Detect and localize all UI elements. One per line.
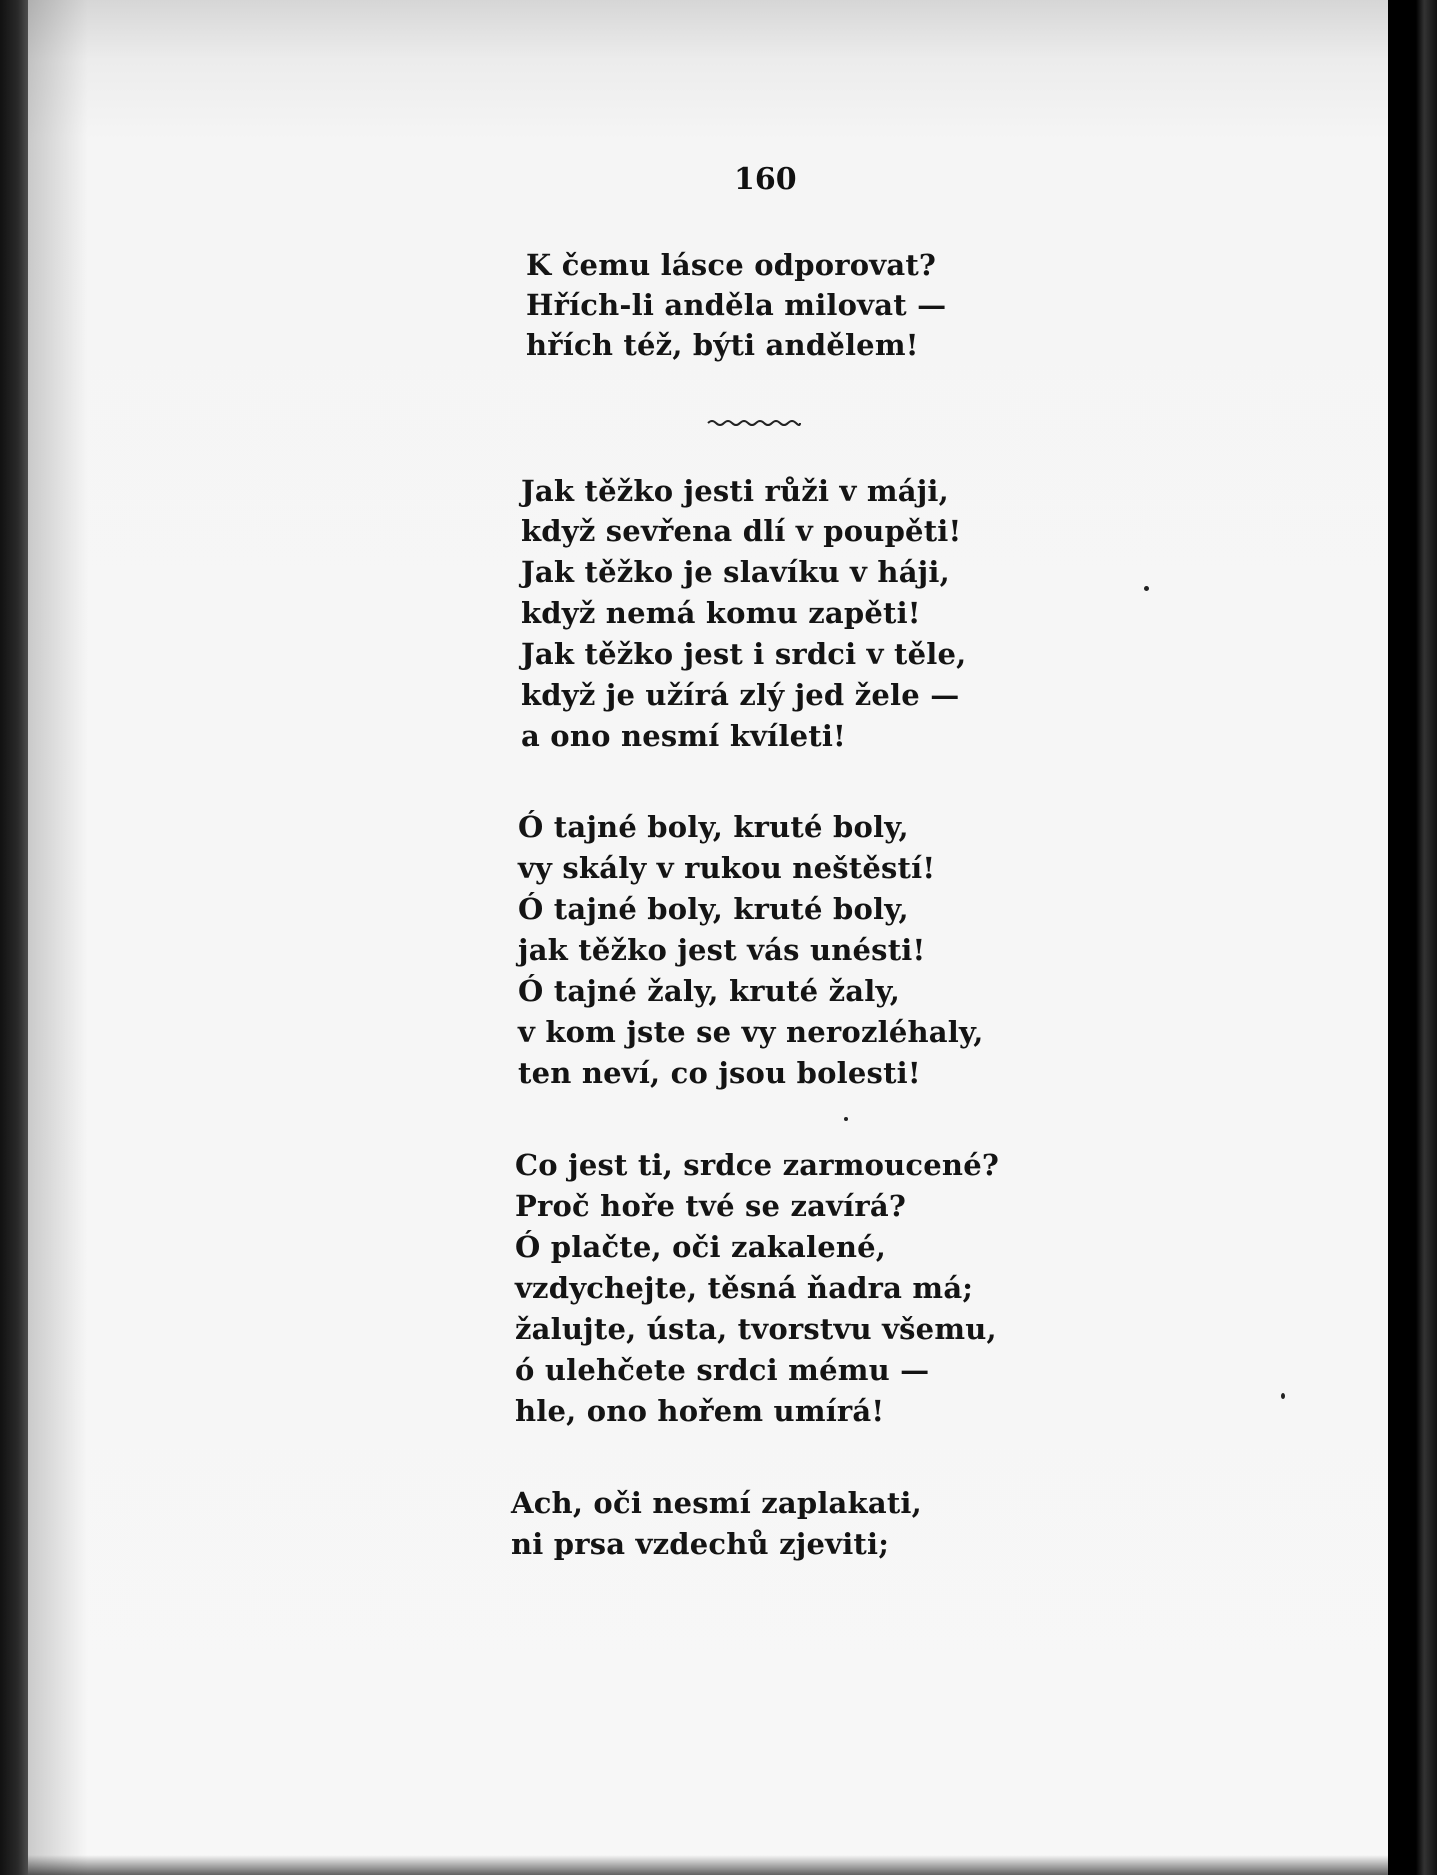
poem-line: Hřích-li anděla milovat — [526, 288, 947, 322]
book-gutter-left [0, 0, 30, 1875]
scan-speck [1144, 586, 1149, 591]
page-shadow [28, 0, 88, 1875]
poem-line: jak těžko jest vás unésti! [518, 933, 926, 967]
poem-line: Proč hoře tvé se zavírá? [515, 1189, 907, 1223]
book-edge-right-texture [1416, 0, 1437, 1875]
poem-line: ni prsa vzdechů zjeviti; [511, 1527, 890, 1561]
poem-line: ó ulehčete srdci mému — [515, 1353, 930, 1387]
scan-speck [1281, 1393, 1285, 1399]
poem-line: Co jest ti, srdce zarmoucené? [515, 1148, 1000, 1182]
poem-line: Ó tajné boly, kruté boly, [518, 892, 909, 926]
poem-line: Ó tajné boly, kruté boly, [518, 810, 909, 844]
page-bottom-shadow [28, 1855, 1390, 1875]
poem-line: Ach, oči nesmí zaplakati, [511, 1486, 922, 1520]
poem-line: hřích též, býti andělem! [526, 328, 919, 362]
poem-line: žalujte, ústa, tvorstvu všemu, [515, 1312, 997, 1346]
poem-line: ten neví, co jsou bolesti! [518, 1056, 921, 1090]
poem-line: Ó tajné žaly, kruté žaly, [518, 974, 901, 1008]
poem-line: Jak těžko jesti růži v máji, [521, 474, 949, 508]
poem-line: Ó plačte, oči zakalené, [515, 1230, 887, 1264]
poem-line: Jak těžko je slavíku v háji, [521, 555, 950, 589]
scan-speck [844, 1117, 848, 1121]
poem-line: když je užírá zlý jed žele — [521, 678, 960, 712]
poem-line: K čemu lásce odporovat? [526, 248, 937, 282]
poem-line: Jak těžko jest i srdci v těle, [521, 637, 967, 671]
poem-line: když sevřena dlí v poupěti! [521, 514, 962, 548]
poem-line: vzdychejte, těsná ňadra má; [515, 1271, 974, 1305]
poem-line: když nemá komu zapěti! [521, 596, 921, 630]
poem-line: v kom jste se vy nerozléhaly, [518, 1015, 984, 1049]
poem-line: a ono nesmí kvíleti! [521, 719, 846, 753]
poem-line: hle, ono hořem umírá! [515, 1394, 885, 1428]
page-number: 160 [734, 162, 797, 197]
poem-line: vy skály v rukou neštěstí! [518, 851, 936, 885]
ornament-divider [706, 417, 802, 429]
